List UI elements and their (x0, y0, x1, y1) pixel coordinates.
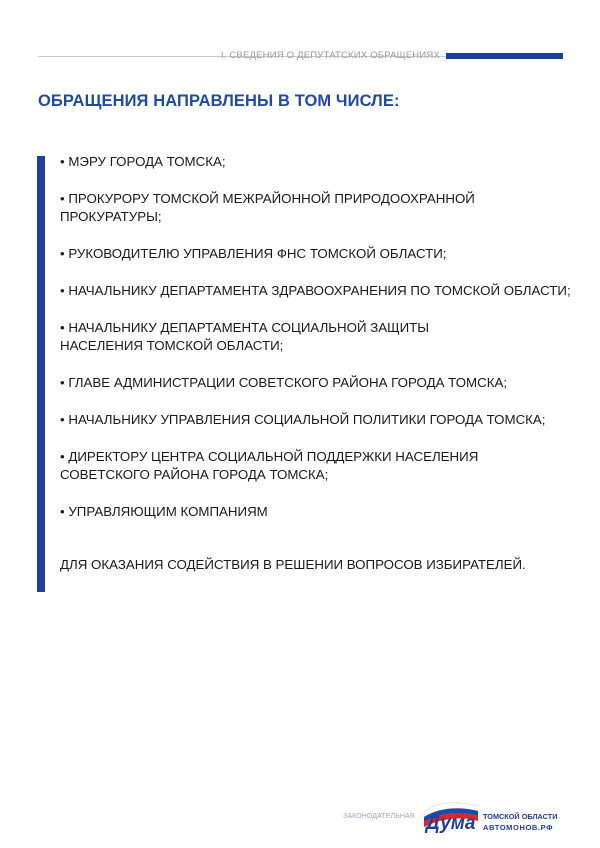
footer-left-text: ЗАКОНОДАТЕЛЬНАЯ (343, 813, 415, 820)
content-accent-bar (37, 156, 45, 592)
footer-right-text: ТОМСКОЙ ОБЛАСТИ (483, 812, 558, 821)
recipient-line: • НАЧАЛЬНИКУ УПРАВЛЕНИЯ СОЦИАЛЬНОЙ ПОЛИТИКИ ГОРОДА ТОМСКА; (60, 412, 546, 427)
header-accent-bar (446, 53, 563, 59)
recipient-line: ПРОКУРАТУРЫ; (60, 209, 162, 224)
recipient-item (60, 319, 580, 355)
recipient-item (60, 153, 580, 171)
footer (340, 796, 570, 836)
duma-logo (420, 798, 482, 834)
recipient-line: • РУКОВОДИТЕЛЮ УПРАВЛЕНИЯ ФНС ТОМСКОЙ ОБЛАСТИ; (60, 246, 447, 261)
recipient-line: • НАЧАЛЬНИКУ ДЕПАРТАМЕНТА ЗДРАВООХРАНЕНИЯ ПО ТОМСКОЙ ОБЛАСТИ; (60, 283, 571, 298)
recipient-line: СОВЕТСКОГО РАЙОНА ГОРОДА ТОМСКА; (60, 467, 329, 482)
recipient-item (60, 503, 580, 521)
recipient-item (60, 448, 580, 484)
section-title: I. СВЕДЕНИЯ О ДЕПУТАТСКИХ ОБРАЩЕНИЯХ (220, 50, 440, 61)
purpose-text: ДЛЯ ОКАЗАНИЯ СОДЕЙСТВИЯ В РЕШЕНИИ ВОПРОСОВ ИЗБИРАТЕЛЕЙ. (60, 557, 526, 572)
recipient-line: • ПРОКУРОРУ ТОМСКОЙ МЕЖРАЙОННОЙ ПРИРОДООХРАННОЙ (60, 191, 475, 206)
recipient-item (60, 282, 580, 300)
recipient-line: НАСЕЛЕНИЯ ТОМСКОЙ ОБЛАСТИ; (60, 338, 284, 353)
recipient-line: • МЭРУ ГОРОДА ТОМСКА; (60, 154, 226, 169)
logo-text: Дума (426, 813, 476, 834)
recipients-list (60, 153, 580, 540)
recipient-line: • УПРАВЛЯЮЩИМ КОМПАНИЯМ (60, 504, 268, 519)
recipient-line: • ГЛАВЕ АДМИНИСТРАЦИИ СОВЕТСКОГО РАЙОНА ГОРОДА ТОМСКА; (60, 375, 508, 390)
recipient-item (60, 190, 580, 226)
recipient-item (60, 374, 580, 392)
page-title: ОБРАЩЕНИЯ НАПРАВЛЕНЫ В ТОМ ЧИСЛЕ: (38, 92, 400, 110)
recipient-item (60, 245, 580, 263)
recipient-item (60, 411, 580, 429)
recipient-line: • ДИРЕКТОРУ ЦЕНТРА СОЦИАЛЬНОЙ ПОДДЕРЖКИ НАСЕЛЕНИЯ (60, 449, 479, 464)
recipient-line: • НАЧАЛЬНИКУ ДЕПАРТАМЕНТА СОЦИАЛЬНОЙ ЗАЩИТЫ (60, 320, 430, 335)
footer-site: АВТОМОНОВ.РФ (483, 823, 554, 832)
